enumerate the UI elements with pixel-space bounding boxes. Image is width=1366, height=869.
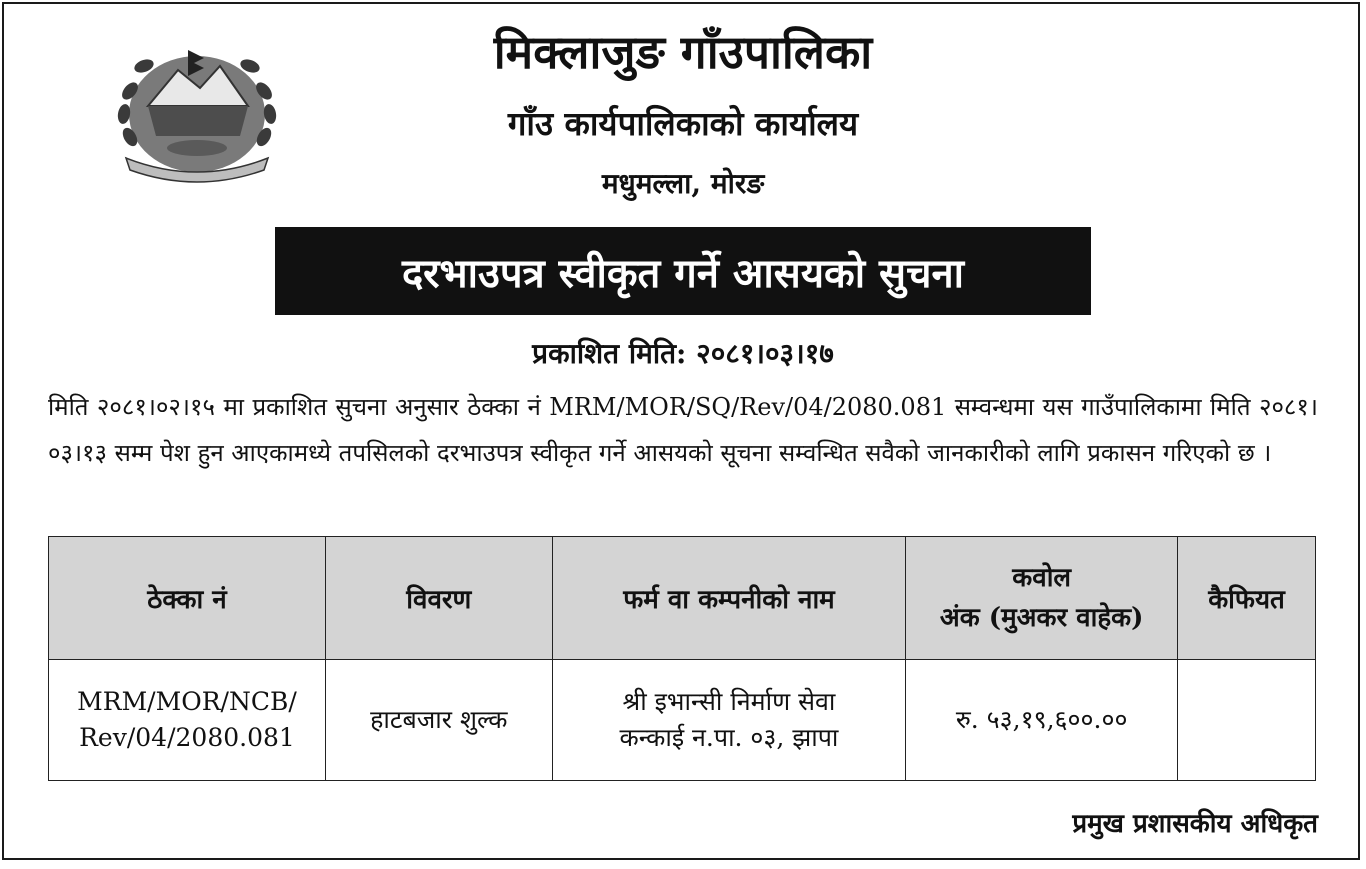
cell-remarks — [1178, 660, 1316, 781]
signatory-title: प्रमुख प्रशासकीय अधिकृत — [1072, 809, 1318, 839]
cell-firm-name — [552, 660, 906, 781]
header-remarks — [1178, 537, 1316, 660]
notice-body: मिति २०८१।०२।१५ मा प्रकाशित सुचना अनुसार ठेक्का नं MRM/MOR/SQ/Rev/04/2080.081 सम्वन्धमा यस गाउँपालिकामा मिति २०८१।०३।१३ सम्म पेश हुन आएकामध्ये तपसिलको दरभाउपत्र स्वीकृत गर्ने आसयको सूचना सम्वन्धित सवैको जानकारीको लागि प्रकासन गरिएको छ । — [48, 393, 1318, 467]
header-firm-name — [552, 537, 906, 660]
header-label: कवोल अंक (मुअकर वाहेक) — [939, 563, 1144, 633]
table-header-row — [49, 537, 1316, 660]
header-label: विवरण — [406, 585, 472, 615]
cell-contract-no — [49, 660, 326, 781]
office-name: गाँउ कार्यपालिकाको कार्यालय — [507, 104, 859, 143]
office-address: मधुमल्ला, मोरङ — [601, 167, 765, 200]
header-label: फर्म वा कम्पनीको नाम — [623, 585, 835, 615]
header-contract-no — [49, 537, 326, 660]
cell-text: श्री इभान्सी निर्माण सेवा कन्काई न.पा. ०३, झापा — [619, 687, 839, 752]
bid-table — [48, 536, 1316, 781]
notice-title: दरभाउपत्र स्वीकृत गर्ने आसयको सुचना — [401, 249, 965, 297]
municipality-name: मिक्लाजुङ गाँउपालिका — [493, 25, 873, 79]
cell-text: हाटबजार शुल्क — [370, 705, 508, 734]
header-description — [325, 537, 552, 660]
cell-text: MRM/MOR/NCB/ Rev/04/2080.081 — [77, 687, 297, 752]
cell-bid-amount — [906, 660, 1178, 781]
cell-text: रु. ५३,१९,६००.०० — [955, 705, 1128, 734]
published-date: प्रकाशित मिति: २०८१।०३।१७ — [532, 337, 834, 370]
header-bid-amount — [906, 537, 1178, 660]
header-label: कैफियत — [1208, 585, 1285, 615]
header-label: ठेक्का नं — [147, 585, 227, 615]
table-row — [49, 660, 1316, 781]
notice-title-banner — [275, 227, 1091, 315]
cell-description — [325, 660, 552, 781]
